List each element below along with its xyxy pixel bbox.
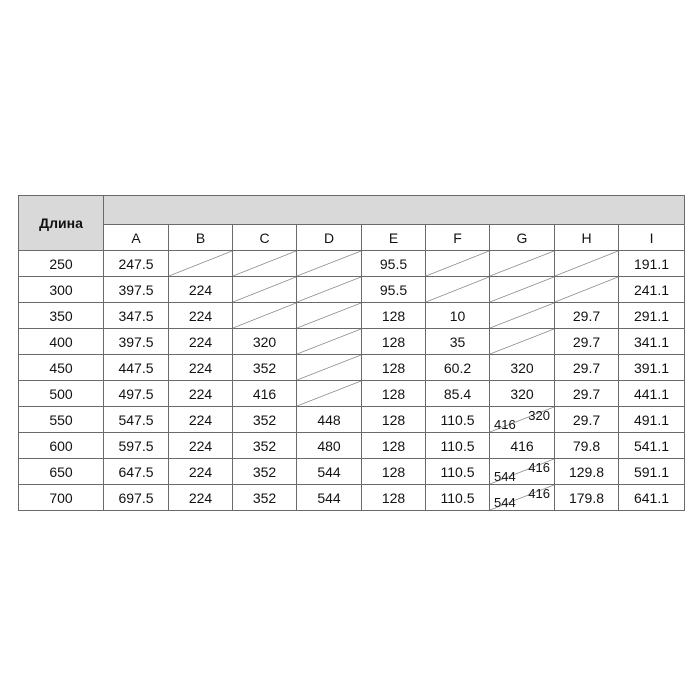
value-cell-a: 547.5: [104, 407, 169, 433]
value-cell-h: 29.7: [555, 355, 619, 381]
value-cell-b: 224: [169, 485, 233, 511]
value-cell-a: 397.5: [104, 277, 169, 303]
upper-value: 416: [528, 486, 550, 501]
value-cell-e: 128: [362, 485, 426, 511]
value-cell-e: 128: [362, 459, 426, 485]
value-cell-a: 347.5: [104, 303, 169, 329]
lower-value: 544: [494, 469, 516, 484]
length-cell: 550: [19, 407, 104, 433]
table-row: [19, 485, 685, 511]
value-cell-i: 391.1: [619, 355, 685, 381]
not-applicable-cell-c: [233, 303, 297, 329]
length-cell: 450: [19, 355, 104, 381]
table-row: [19, 459, 685, 485]
length-cell: 250: [19, 251, 104, 277]
column-header-d: D: [297, 225, 362, 251]
upper-value: 416: [528, 460, 550, 475]
value-cell-b: 224: [169, 459, 233, 485]
not-applicable-cell-h: [555, 251, 619, 277]
value-cell-i: 291.1: [619, 303, 685, 329]
value-cell-i: 591.1: [619, 459, 685, 485]
split-value-cell-g: [490, 459, 555, 485]
column-header-c: C: [233, 225, 297, 251]
value-cell-i: 441.1: [619, 381, 685, 407]
not-applicable-cell-g: [490, 277, 555, 303]
table-row: [19, 433, 685, 459]
not-applicable-cell-g: [490, 303, 555, 329]
value-cell-d: 448: [297, 407, 362, 433]
table-row: [19, 407, 685, 433]
dimension-table: [18, 195, 685, 511]
header-banner: [104, 196, 685, 225]
column-header-a: A: [104, 225, 169, 251]
split-value-cell-g: [490, 485, 555, 511]
lower-value: 544: [494, 495, 516, 510]
split-value-cell-g: [490, 407, 555, 433]
table-body: [19, 251, 685, 511]
value-cell-e: 95.5: [362, 251, 426, 277]
length-cell: 650: [19, 459, 104, 485]
length-cell: 600: [19, 433, 104, 459]
value-cell-d: 544: [297, 485, 362, 511]
value-cell-a: 697.5: [104, 485, 169, 511]
value-cell-e: 128: [362, 303, 426, 329]
value-cell-i: 491.1: [619, 407, 685, 433]
value-cell-c: 352: [233, 355, 297, 381]
value-cell-h: 129.8: [555, 459, 619, 485]
value-cell-h: 29.7: [555, 329, 619, 355]
value-cell-f: 110.5: [426, 485, 490, 511]
value-cell-d: 480: [297, 433, 362, 459]
value-cell-h: 179.8: [555, 485, 619, 511]
value-cell-c: 416: [233, 381, 297, 407]
dimension-table-container: [18, 195, 684, 511]
not-applicable-cell-d: [297, 329, 362, 355]
value-cell-b: 224: [169, 277, 233, 303]
value-cell-c: 352: [233, 433, 297, 459]
value-cell-f: 110.5: [426, 407, 490, 433]
value-cell-c: 352: [233, 407, 297, 433]
length-cell: 400: [19, 329, 104, 355]
table-row: [19, 251, 685, 277]
not-applicable-cell-g: [490, 329, 555, 355]
value-cell-i: 541.1: [619, 433, 685, 459]
upper-value: 320: [528, 408, 550, 423]
table-row: [19, 381, 685, 407]
value-cell-c: 320: [233, 329, 297, 355]
value-cell-i: 191.1: [619, 251, 685, 277]
value-cell-c: 352: [233, 485, 297, 511]
value-cell-e: 128: [362, 381, 426, 407]
value-cell-f: 60.2: [426, 355, 490, 381]
value-cell-e: 95.5: [362, 277, 426, 303]
value-cell-d: 544: [297, 459, 362, 485]
length-cell: 350: [19, 303, 104, 329]
not-applicable-cell-c: [233, 277, 297, 303]
not-applicable-cell-d: [297, 277, 362, 303]
value-cell-g: 320: [490, 381, 555, 407]
value-cell-b: 224: [169, 329, 233, 355]
table-row: [19, 277, 685, 303]
table-row: [19, 329, 685, 355]
not-applicable-cell-h: [555, 277, 619, 303]
column-header-h: H: [555, 225, 619, 251]
value-cell-g: 416: [490, 433, 555, 459]
column-header-g: G: [490, 225, 555, 251]
table-row: [19, 355, 685, 381]
value-cell-a: 447.5: [104, 355, 169, 381]
length-cell: 700: [19, 485, 104, 511]
value-cell-b: 224: [169, 407, 233, 433]
length-column-header: Длина: [19, 196, 104, 251]
value-cell-b: 224: [169, 381, 233, 407]
value-cell-c: 352: [233, 459, 297, 485]
column-header-b: B: [169, 225, 233, 251]
value-cell-f: 35: [426, 329, 490, 355]
value-cell-f: 10: [426, 303, 490, 329]
value-cell-h: 79.8: [555, 433, 619, 459]
value-cell-b: 224: [169, 303, 233, 329]
not-applicable-cell-d: [297, 251, 362, 277]
value-cell-f: 110.5: [426, 459, 490, 485]
column-header-row: [19, 225, 685, 251]
value-cell-h: 29.7: [555, 303, 619, 329]
value-cell-e: 128: [362, 407, 426, 433]
value-cell-i: 641.1: [619, 485, 685, 511]
not-applicable-cell-b: [169, 251, 233, 277]
not-applicable-cell-d: [297, 355, 362, 381]
lower-value: 416: [494, 417, 516, 432]
value-cell-e: 128: [362, 355, 426, 381]
column-header-i: I: [619, 225, 685, 251]
not-applicable-cell-d: [297, 381, 362, 407]
length-cell: 300: [19, 277, 104, 303]
not-applicable-cell-d: [297, 303, 362, 329]
column-header-e: E: [362, 225, 426, 251]
not-applicable-cell-c: [233, 251, 297, 277]
not-applicable-cell-f: [426, 277, 490, 303]
not-applicable-cell-g: [490, 251, 555, 277]
value-cell-f: 85.4: [426, 381, 490, 407]
value-cell-h: 29.7: [555, 381, 619, 407]
value-cell-i: 341.1: [619, 329, 685, 355]
value-cell-i: 241.1: [619, 277, 685, 303]
value-cell-a: 497.5: [104, 381, 169, 407]
value-cell-a: 397.5: [104, 329, 169, 355]
value-cell-a: 597.5: [104, 433, 169, 459]
value-cell-g: 320: [490, 355, 555, 381]
value-cell-b: 224: [169, 355, 233, 381]
value-cell-f: 110.5: [426, 433, 490, 459]
length-cell: 500: [19, 381, 104, 407]
value-cell-e: 128: [362, 433, 426, 459]
header-banner-row: [19, 196, 685, 225]
value-cell-e: 128: [362, 329, 426, 355]
value-cell-h: 29.7: [555, 407, 619, 433]
value-cell-a: 247.5: [104, 251, 169, 277]
value-cell-b: 224: [169, 433, 233, 459]
column-header-f: F: [426, 225, 490, 251]
table-row: [19, 303, 685, 329]
value-cell-a: 647.5: [104, 459, 169, 485]
not-applicable-cell-f: [426, 251, 490, 277]
